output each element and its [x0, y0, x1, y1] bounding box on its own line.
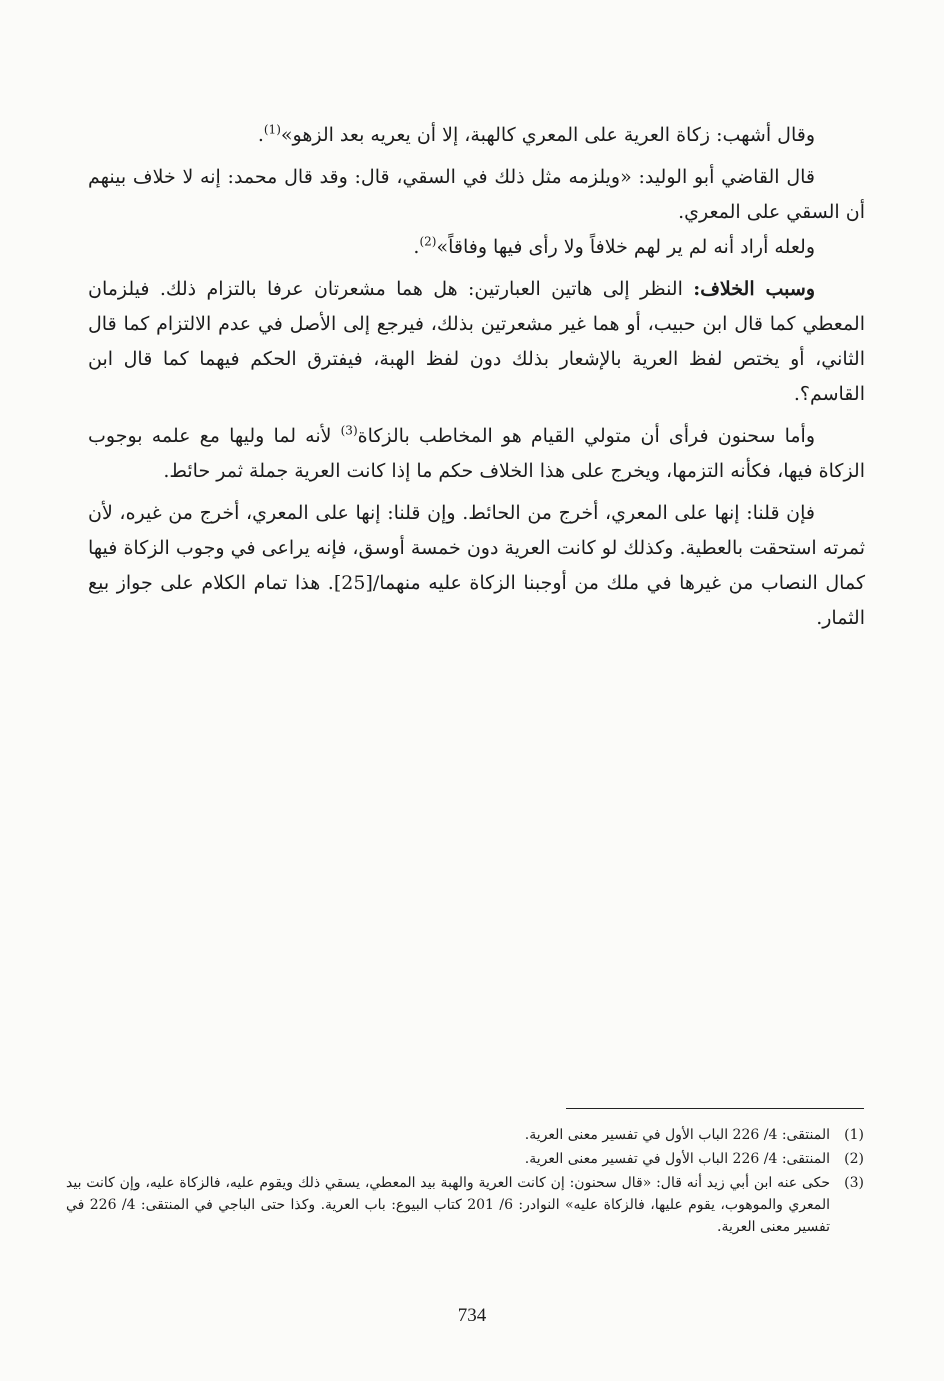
paragraph-6: فإن قلنا: إنها على المعري، أخرج من الحائط. وإن قلنا: إنها على المعري، أخرج من غيره، لأن ثمرته استحقت بالعطية. وكذلك لو كانت العرية دون خمسة أوسق، فإنه يراعى في وجوب الزكاة فيها كمال النصاب من غيرها في ملك من أوجبنا الزكاة عليه منهما/[25]. هذا تمام الكلام على جواز بيع الثمار. — [88, 502, 865, 629]
section-lead: وسبب الخلاف: — [693, 278, 815, 300]
footnote-ref-1[interactable]: (1) — [263, 122, 281, 137]
paragraph-1: وقال أشهب: زكاة العرية على المعري كالهبة، إلا أن يعريه بعد الزهو»$^{(1)}$. — [257, 122, 815, 146]
paragraph-5: وأما سحنون فرأى أن متولي القيام هو المخاطب بالزكاة$^{(3)}$ لأنه لما وليها مع علمه بوجوب الزكاة فيها، فكأنه التزمها، ويخرج على هذا الخلاف حكم ما إذا كانت العرية جملة ثمر حائط. — [88, 423, 865, 482]
paragraph-4: وسبب الخلاف: النظر إلى هاتين العبارتين: هل هما مشعرتان عرفا بالتزام ذلك. فيلزمان المعطي كما قال ابن حبيب، أو هما غير مشعرتين بذلك، فيرجع إلى الأصل في عدم الالتزام كما قال الثاني، أو يختص لفظ العرية بالإشعار بذلك دون لفظ الهبة، فيفترق الحكم فيهما كما قال ابن القاسم؟. — [88, 278, 865, 405]
footnote-3 — [66, 1172, 864, 1238]
footnote-text: المنتقى: 4/ 226 الباب الأول في تفسير معنى العرية. — [524, 1127, 830, 1143]
footnote-number: (3) — [844, 1175, 864, 1191]
footnote-ref-2[interactable]: (2) — [419, 234, 437, 249]
footnote-1 — [66, 1124, 864, 1146]
footnote-text: المنتقى: 4/ 226 الباب الأول في تفسير معنى العرية. — [524, 1151, 830, 1167]
footnotes-section — [66, 1124, 864, 1240]
footnote-text: حكى عنه ابن أبي زيد أنه قال: «قال سحنون: إن كانت العرية والهبة بيد المعطي، يسقي ذلك ويقوم عليه، فالزكاة عليه، وإن كانت بيد المعري والموهوب، يقوم عليها، فالزكاة عليه» النوادر: 6/ 201 كتاب البيوع: باب العرية. وكذا حتى الباجي في المنتقى: 4/ 226 في تفسير معنى العرية. — [66, 1175, 831, 1235]
paragraph-2: قال القاضي أبو الوليد: «ويلزمه مثل ذلك في السقي، قال: وقد قال محمد: إنه لا خلاف بينهم أن السقي على المعري. — [88, 166, 865, 223]
footnote-2 — [66, 1148, 864, 1170]
footnote-ref-3[interactable]: (3) — [340, 423, 358, 438]
footnote-divider — [566, 1108, 864, 1109]
main-text-block — [88, 118, 865, 636]
page-number: 734 — [457, 1305, 487, 1326]
footnote-number: (1) — [844, 1127, 864, 1143]
paragraph-3: ولعله أراد أنه لم ير لهم خلافاً ولا رأى فيها وفاقاً»$^{(2)}$. — [413, 234, 815, 258]
footnote-number: (2) — [844, 1151, 864, 1167]
